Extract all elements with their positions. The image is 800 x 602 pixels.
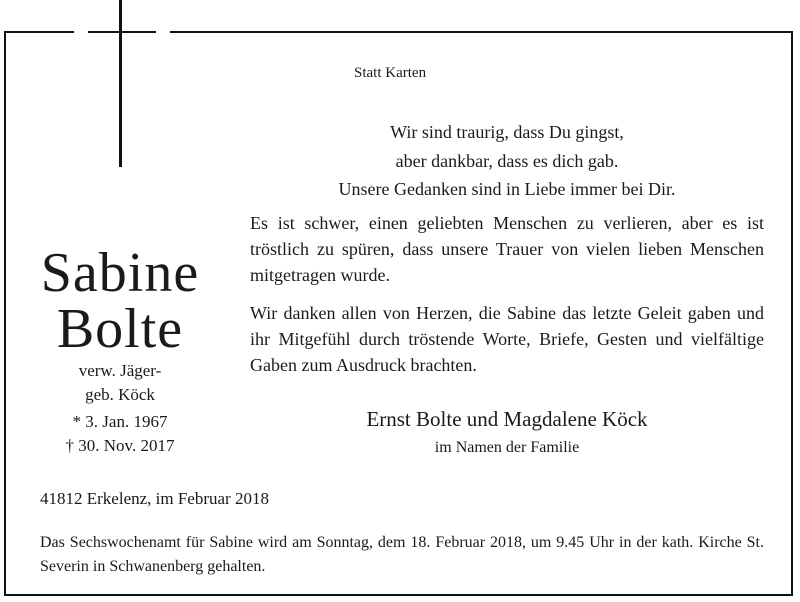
deceased-last-name: Bolte: [56, 298, 184, 360]
paragraph-grief: Es ist schwer, einen geliebten Menschen zu verlieren, aber es ist tröstlich zu spüren, dass unsere Trauer von vielen lieben Menschen mitgetragen wurde.: [250, 213, 764, 285]
border-gap-left: [74, 29, 88, 35]
cross-icon-bar: [88, 31, 156, 33]
deceased-first-name: Sabine: [40, 242, 200, 304]
paragraph-thanks: Wir danken allen von Herzen, die Sabine das letzte Geleit gaben und ihr Mitgefühl durch tröstende Worte, Briefe, Gesten und vielfältige Gaben zum Ausdruck brachten.: [250, 303, 764, 375]
border-gap-right: [156, 29, 170, 35]
place-date: 41812 Erkelenz, im Februar 2018: [40, 489, 269, 508]
poem-line: Unsere Gedanken sind in Liebe immer bei Dir.: [338, 179, 676, 199]
death-date: † 30. Nov. 2017: [65, 436, 175, 455]
signature-names: Ernst Bolte und Magdalene Köck: [366, 407, 648, 431]
poem-line: Wir sind traurig, dass Du gingst,: [390, 122, 624, 142]
deceased-dates: [26, 410, 214, 458]
deceased-names-info: [26, 359, 214, 407]
mass-notice: Das Sechswochenamt für Sabine wird am Sonntag, dem 18. Februar 2018, um 9.45 Uhr in der kath. Kirche St. Severin in Schwanenberg gehalten.: [40, 534, 764, 575]
cross-icon: [119, 0, 122, 167]
birth-name: geb. Köck: [85, 385, 155, 404]
statt-karten-label: Statt Karten: [354, 65, 427, 81]
former-name: verw. Jäger-: [78, 361, 162, 380]
signature-on-behalf: im Namen der Familie: [434, 439, 580, 456]
poem-line: aber dankbar, dass es dich gab.: [395, 150, 619, 171]
poem: [250, 118, 764, 204]
birth-date: * 3. Jan. 1967: [72, 412, 168, 431]
